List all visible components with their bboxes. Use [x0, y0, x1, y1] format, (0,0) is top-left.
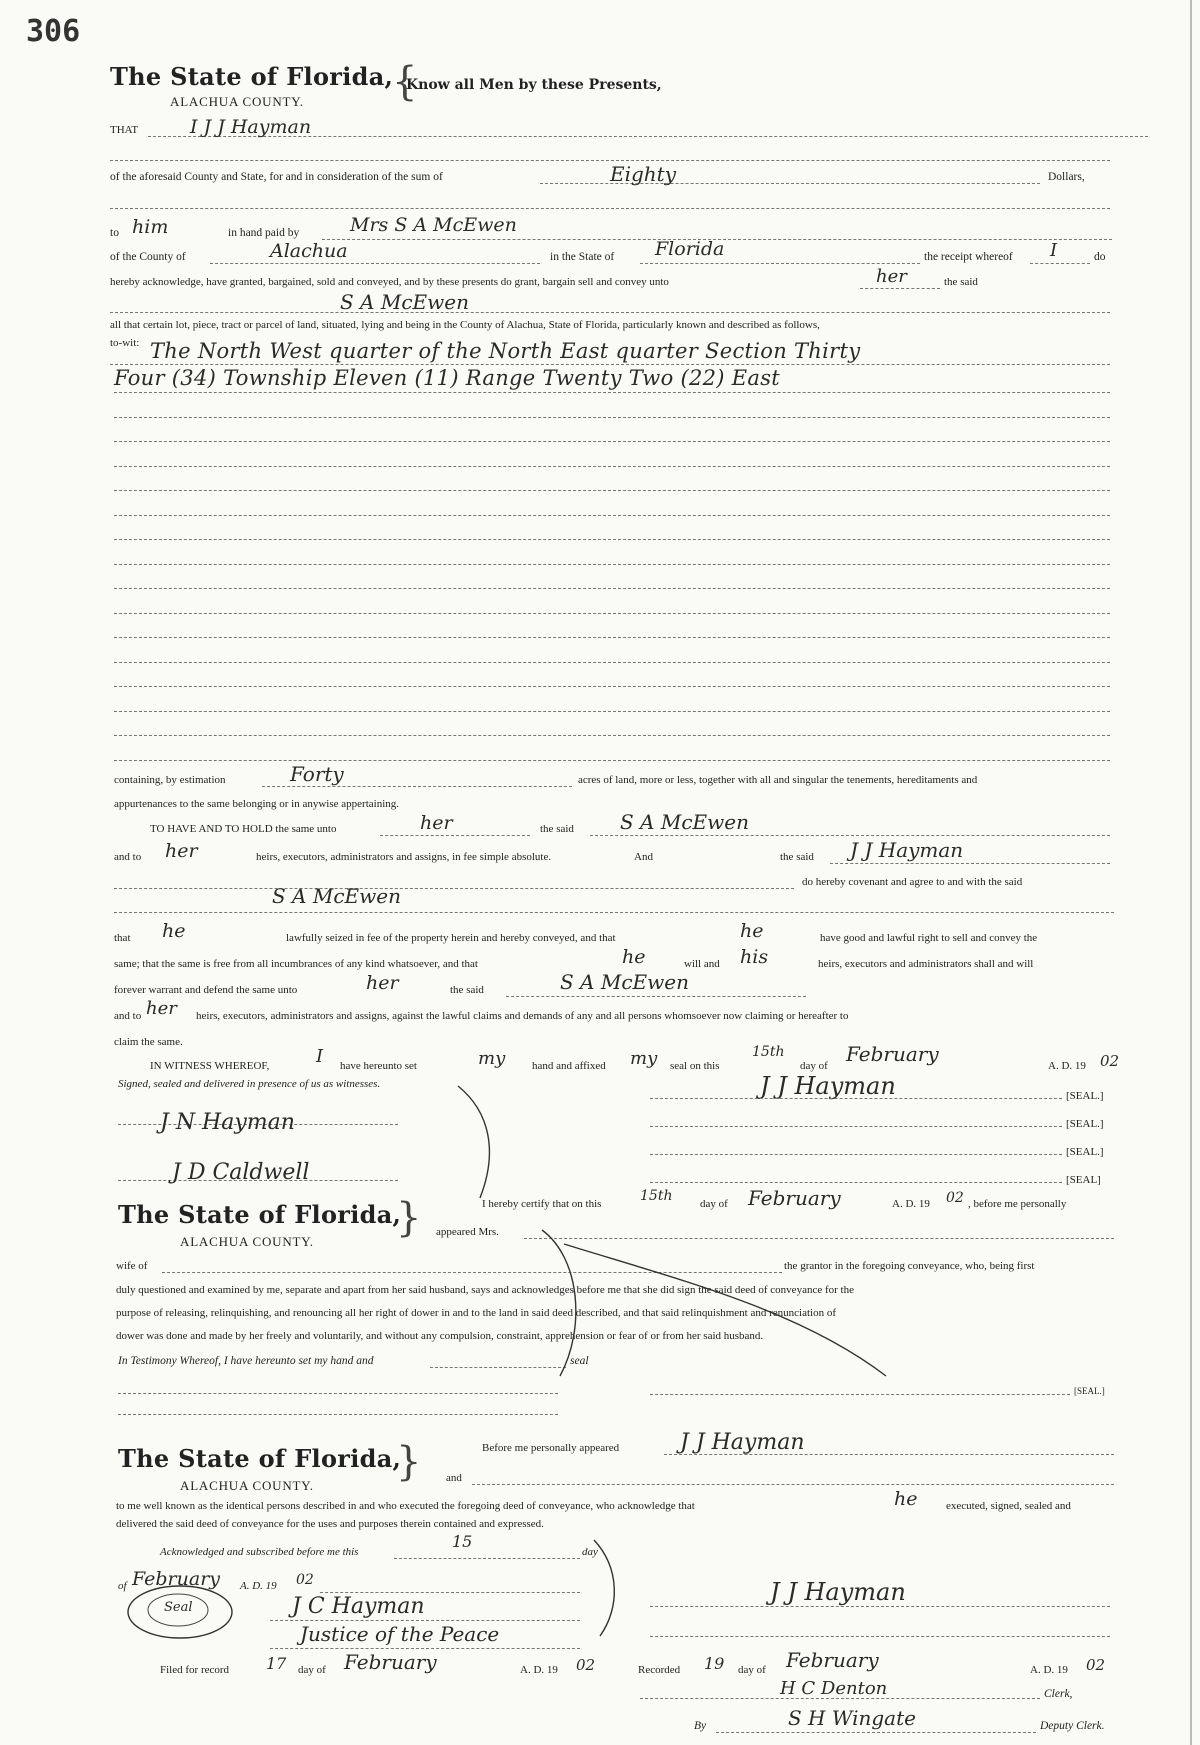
before-me-appeared: Before me personally appeared	[482, 1442, 620, 1454]
seal-stamp-text: Seal	[164, 1600, 193, 1615]
containing-text: containing, by estimation	[114, 774, 226, 786]
of-county-of: of the County of	[110, 251, 186, 263]
dower-text: dower was done and made by her freely and voluntarily, and without any compulsion, constraint, apprehension or fear of or from her said husband.	[116, 1330, 764, 1342]
acknowledgment-brace: }	[396, 1439, 422, 1485]
hereby-text: hereby acknowledge, have granted, bargained, sold and conveyed, and by these presents do grant, bargain sell and convey unto	[110, 276, 669, 288]
acknowledgment-county: ALACHUA COUNTY.	[180, 1478, 314, 1493]
witness-2-signature: J D Caldwell	[172, 1160, 310, 1185]
rule	[210, 263, 540, 264]
rule	[830, 863, 1110, 864]
rule	[524, 1238, 1114, 1239]
rule	[114, 662, 1110, 663]
ack-day: 15	[452, 1532, 473, 1551]
seal-line	[650, 1154, 1062, 1155]
ack-signature: J J Hayman	[770, 1578, 906, 1606]
ack-year: 02	[296, 1572, 314, 1588]
filed-month: February	[344, 1650, 437, 1674]
seal-line	[650, 1126, 1062, 1127]
filed-ad: A. D. 19	[520, 1664, 558, 1676]
acknowledgment-line	[590, 1538, 630, 1638]
rule	[394, 1558, 580, 1559]
rule	[114, 588, 1110, 589]
recorded-month: February	[786, 1648, 879, 1672]
certify-day: 15th	[640, 1188, 673, 1204]
rule	[716, 1732, 1036, 1733]
recorded-day-of: day of	[738, 1664, 766, 1676]
clerk-label: Clerk,	[1044, 1688, 1073, 1700]
witness-1-signature: J N Hayman	[160, 1110, 295, 1135]
recorded-ad: A. D. 19	[1030, 1664, 1068, 1676]
have-good: have good and lawful right to sell and convey the	[820, 932, 1038, 944]
all-certain-text: all that certain lot, piece, tract or parcel of land, situated, lying and being in the County of Alachua, State of Florida, particularly known and described as follows,	[110, 319, 820, 331]
to-label: to	[110, 227, 119, 239]
relinquishment-seal: [SEAL.]	[1074, 1386, 1105, 1396]
void-strike-line	[560, 1240, 890, 1380]
rule	[590, 835, 1110, 836]
to-have-text: TO HAVE AND TO HOLD the same unto	[150, 823, 337, 835]
forever-name: her	[366, 972, 399, 994]
rule	[506, 996, 806, 997]
to-have-grantee: S A McEwen	[620, 810, 749, 834]
in-state-of: in the State of	[550, 251, 615, 263]
rule	[114, 888, 794, 889]
ack-ad: A. D. 19	[240, 1580, 277, 1592]
seal-on-this: seal on this	[670, 1060, 720, 1072]
rule	[110, 160, 1110, 161]
relinquishment-state: The State of Florida,	[118, 1200, 402, 1229]
rule	[118, 1414, 558, 1415]
land-description-1: The North West quarter of the North East quarter Section Thirty	[150, 339, 861, 363]
same-name: he	[622, 946, 646, 968]
seal-line	[650, 1394, 1070, 1395]
grantor-name: I J J Hayman	[190, 116, 312, 138]
rule	[640, 263, 920, 264]
delivered-text: delivered the said deed of conveyance for the uses and purposes therein contained and expressed.	[116, 1518, 544, 1530]
executed-text: executed, signed, sealed and	[946, 1500, 1071, 1512]
witness-year: 02	[1100, 1052, 1120, 1070]
of-word: of	[118, 1580, 127, 1592]
to-have-name: her	[420, 812, 453, 834]
have-hereunto: have hereunto set	[340, 1060, 417, 1072]
receipt-by: I	[1050, 240, 1058, 261]
ack-month: February	[132, 1568, 221, 1590]
officer-signature: J C Hayman	[292, 1594, 425, 1619]
rule	[114, 417, 1110, 418]
rule	[1030, 263, 1090, 264]
rule	[114, 637, 1110, 638]
covenantee-name: S A McEwen	[272, 884, 401, 908]
and-to-2-name: her	[146, 998, 177, 1019]
that-name-2: he	[740, 920, 764, 942]
officer-title: Justice of the Peace	[300, 1622, 500, 1646]
grantee-name: S A McEwen	[340, 290, 469, 314]
rule	[114, 490, 1110, 491]
unto-name: her	[876, 266, 907, 287]
appurtenances-text: appurtenances to the same belonging or in anywise appertaining.	[114, 798, 399, 810]
that-label: THAT	[110, 124, 139, 136]
appeared-mrs: appeared Mrs.	[436, 1226, 499, 1238]
and-to-2: and to	[114, 1010, 142, 1022]
purpose-text: purpose of releasing, relinquishing, and renouncing all her right of dower in and to the land in said deed described, and that said relinquishment and renunciation of	[116, 1307, 836, 1319]
certify-ad: A. D. 19	[892, 1198, 930, 1210]
affixed-seal: my	[630, 1048, 658, 1069]
that-name: he	[162, 920, 186, 942]
witness-whereof: IN WITNESS WHEREOF,	[150, 1060, 270, 1072]
certify-day-of: day of	[700, 1198, 728, 1210]
rule	[118, 1393, 558, 1394]
seal-label: [SEAL.]	[1066, 1090, 1104, 1102]
seal-word: seal	[570, 1355, 589, 1367]
appeared-name: J J Hayman	[680, 1430, 805, 1455]
before-me: , before me personally	[968, 1198, 1067, 1210]
claim-same: claim the same.	[114, 1036, 183, 1048]
acres-text: acres of land, more or less, together with all and singular the tenements, hereditaments and	[578, 774, 978, 786]
acres-amount: Forty	[290, 762, 344, 786]
filed-for-record: Filed for record	[160, 1664, 230, 1676]
heirs-text: heirs, executors, administrators and assigns, in fee simple absolute.	[256, 851, 552, 863]
rule	[110, 312, 1110, 313]
rule	[114, 686, 1110, 687]
rule	[114, 735, 1110, 736]
to-me-text: to me well known as the identical persons described in and who executed the foregoing deed of conveyance, who acknowledge that	[116, 1500, 695, 1512]
do-label: do	[1094, 251, 1106, 263]
filed-day: 17	[266, 1654, 287, 1673]
consideration-text: of the aforesaid County and State, for and in consideration of the sum of	[110, 171, 443, 183]
day-word: day	[582, 1546, 598, 1558]
page-number: 306	[26, 14, 81, 49]
seal-line	[650, 1182, 1062, 1183]
rule	[114, 392, 1110, 393]
witness-ad: A. D. 19	[1048, 1060, 1086, 1072]
forever-grantee: S A McEwen	[560, 970, 689, 994]
county-heading: ALACHUA COUNTY.	[170, 94, 304, 109]
witness-brace	[450, 1082, 510, 1202]
certify-year: 02	[946, 1190, 964, 1206]
state-name: Florida	[655, 238, 725, 260]
and-to: and to	[114, 851, 142, 863]
witness-month: February	[846, 1042, 939, 1066]
forever-text: forever warrant and defend the same unto	[114, 984, 298, 996]
set-hand: my	[478, 1048, 506, 1069]
same-text: same; that the same is free from all incumbrances of any kind whatsoever, and that	[114, 958, 478, 970]
county-name: Alachua	[270, 240, 348, 262]
covenantor-name: J J Hayman	[850, 838, 964, 862]
rule	[860, 288, 940, 289]
state-heading: The State of Florida,	[110, 62, 394, 91]
the-said: the said	[944, 276, 978, 288]
day-of: day of	[800, 1060, 828, 1072]
the-said-2: the said	[540, 823, 574, 835]
grantor-text: the grantor in the foregoing conveyance, who, being first	[784, 1260, 1035, 1272]
and-word-2: and	[446, 1472, 462, 1484]
hand-affixed: hand and affixed	[532, 1060, 606, 1072]
know-all-men: Know all Men by these Presents,	[406, 77, 662, 93]
rule	[114, 711, 1110, 712]
rule	[114, 441, 1110, 442]
will-name: his	[740, 946, 769, 968]
rule	[110, 364, 1110, 365]
deputy-clerk-label: Deputy Clerk.	[1040, 1720, 1105, 1732]
sum-amount: Eighty	[610, 162, 677, 186]
rule	[114, 466, 1110, 467]
will-and: will and	[684, 958, 720, 970]
rule	[262, 786, 572, 787]
relinquishment-county: ALACHUA COUNTY.	[180, 1234, 314, 1249]
recorded-label: Recorded	[638, 1664, 681, 1676]
grantor-signature: J J Hayman	[760, 1072, 896, 1100]
rule	[114, 564, 1110, 565]
to-wit: to-wit:	[110, 337, 140, 349]
rule	[650, 1606, 1110, 1607]
rule	[320, 1592, 580, 1593]
heirs-against: heirs, executors, administrators and assigns, against the lawful claims and demands of any and all persons whomsoever now claiming or hereafter to	[196, 1010, 849, 1022]
acknowledged-text: Acknowledged and subscribed before me this	[160, 1546, 359, 1558]
acknowledgment-state: The State of Florida,	[118, 1444, 402, 1473]
lawfully-seized: lawfully seized in fee of the property herein and hereby conveyed, and that	[286, 932, 616, 944]
to-recipient: him	[132, 216, 169, 238]
signed-sealed: Signed, sealed and delivered in presence of us as witnesses.	[118, 1078, 381, 1090]
testimony-text: In Testimony Whereof, I have hereunto set my hand and	[118, 1355, 374, 1367]
witness-day: 15th	[752, 1044, 785, 1060]
rule	[114, 912, 1114, 913]
rule	[114, 515, 1110, 516]
rule	[270, 1620, 580, 1621]
dollars-label: Dollars,	[1048, 171, 1085, 183]
clerk-signature: H C Denton	[780, 1678, 888, 1699]
rule	[110, 208, 1110, 209]
seal-label: [SEAL.]	[1066, 1118, 1104, 1130]
rule	[472, 1484, 1114, 1485]
certify-month: February	[748, 1186, 841, 1210]
that-word: that	[114, 932, 131, 944]
wife-of: wife of	[116, 1260, 148, 1272]
and-word: And	[634, 851, 653, 863]
page-edge	[1190, 0, 1192, 1745]
witness-by: I	[316, 1046, 324, 1067]
rule	[380, 835, 530, 836]
covenant-text: do hereby covenant and agree to and with the said	[802, 876, 1023, 888]
the-said-3: the said	[780, 851, 814, 863]
ack-that-name: he	[894, 1488, 918, 1510]
seal-line	[650, 1098, 1062, 1099]
seal-label: [SEAL]	[1066, 1174, 1101, 1186]
land-description-2: Four (34) Township Eleven (11) Range Twenty Two (22) East	[114, 366, 781, 390]
filed-day-of: day of	[298, 1664, 326, 1676]
rule	[270, 1648, 580, 1649]
receipt-whereof: the receipt whereof	[924, 251, 1013, 263]
rule	[650, 1636, 1110, 1637]
deputy-signature: S H Wingate	[788, 1706, 916, 1730]
and-to-name: her	[165, 840, 198, 862]
filed-year: 02	[576, 1656, 596, 1674]
seal-label: [SEAL.]	[1066, 1146, 1104, 1158]
rule	[114, 539, 1110, 540]
relinquishment-brace: }	[396, 1195, 422, 1241]
payer-name: Mrs S A McEwen	[350, 214, 517, 236]
by-label: By	[694, 1720, 707, 1732]
duly-text: duly questioned and examined by me, separate and apart from her said husband, says and acknowledges before me that she did sign the said deed of conveyance for the	[116, 1284, 854, 1296]
heirs-shall: heirs, executors and administrators shall and will	[818, 958, 1034, 970]
recorded-day: 19	[704, 1654, 725, 1673]
heading-brace: {	[392, 59, 418, 105]
in-hand-paid-by: in hand paid by	[228, 227, 300, 239]
the-said-4: the said	[450, 984, 484, 996]
recorded-year: 02	[1086, 1656, 1106, 1674]
rule	[114, 760, 1110, 761]
rule	[114, 613, 1110, 614]
certify-text: I hereby certify that on this	[482, 1198, 602, 1210]
